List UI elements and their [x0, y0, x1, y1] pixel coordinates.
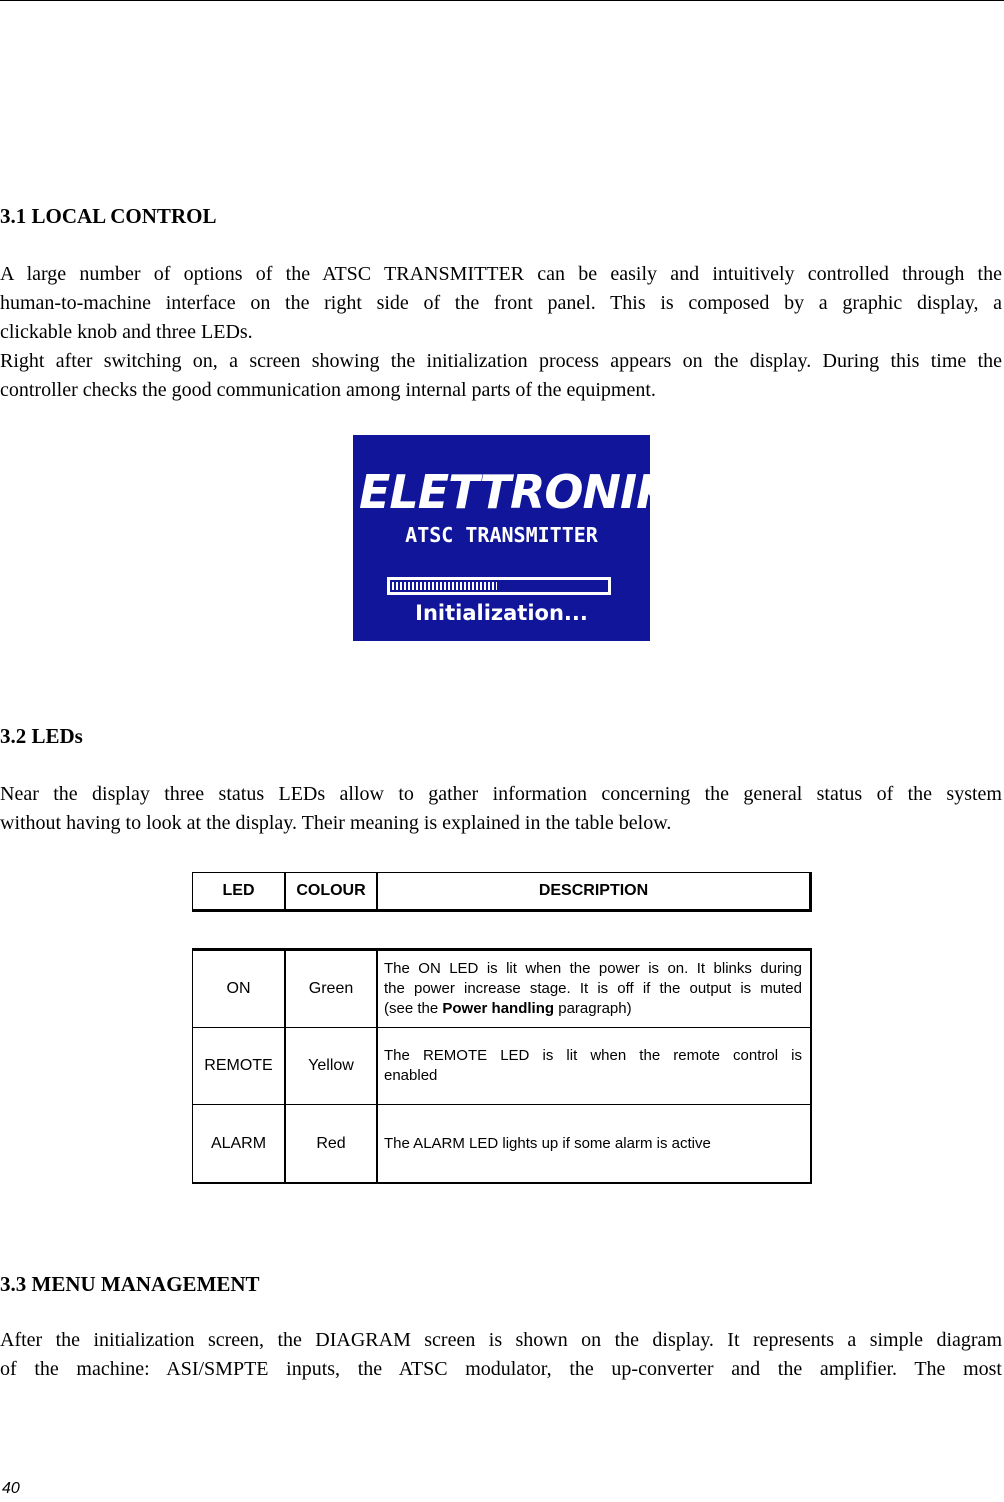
table-row [193, 1105, 810, 1182]
led-table [192, 948, 812, 1184]
text-line: controller checks the good communication among internal parts of the equipment. [0, 379, 656, 401]
text-line: without having to look at the display. Their meaning is explained in the table below. [0, 812, 672, 834]
description-line [384, 999, 802, 1019]
text-line: Right after switching on, a screen showing the initialization process appears on the display. During this time the [0, 350, 1002, 372]
splash-message: Initialization... [415, 601, 588, 625]
header-description: DESCRIPTION [538, 882, 649, 899]
paragraph-leds [0, 780, 1002, 838]
led-name: REMOTE [193, 1028, 286, 1104]
table-row [193, 1028, 810, 1105]
initialization-progress-bar [387, 577, 611, 595]
led-description [378, 1105, 810, 1182]
led-description [378, 951, 810, 1027]
table-row [193, 951, 810, 1028]
elettronika-logo: ELETTRONIKA [359, 465, 706, 519]
progress-bar-fill [392, 582, 497, 590]
led-name: ON [193, 951, 286, 1027]
text-line: clickable knob and three LEDs. [0, 321, 253, 343]
heading-local-control: 3.1 LOCAL CONTROL [0, 204, 217, 228]
header-led: LED [193, 873, 286, 909]
page-number: 40 [2, 1480, 20, 1497]
led-colour: Red [286, 1105, 378, 1182]
text-line: After the initialization screen, the DIAGRAM screen is shown on the display. It represents a simple diagram [0, 1329, 1002, 1351]
text-line: Near the display three status LEDs allow to gather information concerning the general status of the system [0, 783, 1002, 805]
header-colour: COLOUR [286, 873, 378, 909]
led-description [378, 1028, 810, 1104]
splash-subtitle: ATSC TRANSMITTER [405, 523, 598, 547]
description-text: (see the [384, 1000, 443, 1017]
description-line: The REMOTE LED is lit when the remote control is [384, 1047, 802, 1064]
power-handling-reference: Power handling [442, 1000, 555, 1017]
text-line: of the machine: ASI/SMPTE inputs, the ATSC modulator, the up-converter and the amplifier. The most [0, 1358, 1002, 1380]
description-text: paragraph) [554, 1000, 632, 1017]
paragraph-local-control [0, 260, 1002, 405]
description-line: The ON LED is lit when the power is on. It blinks during [384, 960, 802, 977]
description-line: The ALARM LED lights up if some alarm is active [384, 1134, 711, 1152]
description-line: the power increase stage. It is off if the output is muted [384, 980, 802, 997]
led-name: ALARM [193, 1105, 286, 1182]
description-line: enabled [384, 1067, 438, 1084]
paragraph-menu-management [0, 1326, 1002, 1384]
led-colour: Yellow [286, 1028, 378, 1104]
text-line: human-to-machine interface on the right side of the front panel. This is composed by a graphic display, a [0, 292, 1002, 314]
text-line: A large number of options of the ATSC TRANSMITTER can be easily and intuitively controlled through the [0, 263, 1002, 285]
initialization-screen-figure [353, 435, 706, 641]
led-table-header [192, 872, 812, 912]
top-rule [0, 0, 1004, 1]
heading-menu-management: 3.3 MENU MANAGEMENT [0, 1272, 260, 1296]
heading-leds: 3.2 LEDs [0, 724, 83, 748]
led-colour: Green [286, 951, 378, 1027]
